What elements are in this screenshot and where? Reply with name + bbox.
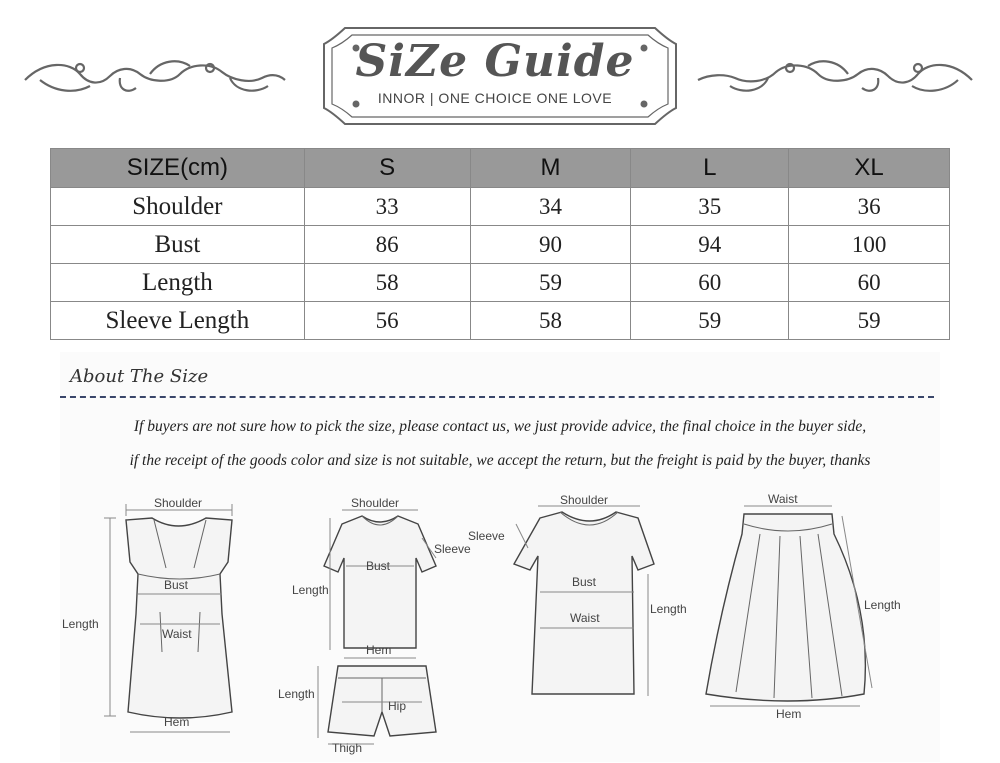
- tee-sleeve-label: Sleeve: [434, 542, 471, 556]
- skirt-diagram: [706, 492, 901, 721]
- top-shoulder-label: Shoulder: [560, 493, 609, 507]
- table-cell: 56: [304, 302, 470, 340]
- column-header-xl: XL: [789, 149, 950, 188]
- shorts-length-label: Length: [278, 687, 315, 701]
- left-flourish-ornament: [25, 61, 285, 90]
- dress-hem-label: Hem: [164, 715, 190, 729]
- table-cell: 60: [789, 264, 950, 302]
- table-cell: 33: [304, 188, 470, 226]
- table-row-bust: [51, 226, 950, 264]
- row-label: Shoulder: [51, 188, 305, 226]
- table-cell: 60: [631, 264, 789, 302]
- top-waist-label: Waist: [570, 611, 600, 625]
- advice-text-line-1: If buyers are not sure how to pick the size, please contact us, we just provide advice, the final choice in the buyer side,: [133, 418, 867, 435]
- size-chart-table: [50, 148, 950, 340]
- shorts-thigh-label: Thigh: [332, 741, 363, 755]
- row-label: Bust: [51, 226, 305, 264]
- size-guide-header: [0, 0, 1000, 140]
- skirt-illustration: [706, 514, 865, 701]
- dress-waist-label: Waist: [162, 627, 192, 641]
- top-illustration: [514, 512, 654, 694]
- tee-illustration: [324, 516, 436, 648]
- table-row-shoulder: [51, 188, 950, 226]
- tee-shorts-diagram: [278, 496, 471, 755]
- skirt-length-label: Length: [864, 598, 901, 612]
- table-cell: 58: [470, 302, 631, 340]
- table-cell: 34: [470, 188, 631, 226]
- dress-illustration: [126, 518, 232, 718]
- column-header-size-unit: SIZE(cm): [51, 149, 305, 188]
- table-row-sleeve-length: [51, 302, 950, 340]
- dress-diagram: [62, 496, 232, 732]
- top-length-label: Length: [650, 602, 687, 616]
- table-header-row: [51, 149, 950, 188]
- right-flourish-ornament: [698, 61, 972, 90]
- tee-shoulder-label: Shoulder: [351, 496, 400, 510]
- table-cell: 58: [304, 264, 470, 302]
- tee-bust-label: Bust: [366, 559, 391, 573]
- about-the-size-panel: [60, 352, 940, 762]
- tee-hem-label: Hem: [366, 643, 392, 657]
- row-label: Length: [51, 264, 305, 302]
- shorts-hip-label: Hip: [388, 699, 407, 713]
- top-diagram: [468, 493, 687, 696]
- skirt-hem-label: Hem: [776, 707, 802, 721]
- column-header-m: M: [470, 149, 631, 188]
- table-cell: 59: [789, 302, 950, 340]
- column-header-s: S: [304, 149, 470, 188]
- size-guide-title: SiZe Guide: [355, 36, 635, 87]
- table-cell: 90: [470, 226, 631, 264]
- table-cell: 86: [304, 226, 470, 264]
- table-cell: 94: [631, 226, 789, 264]
- about-title: About The Size: [70, 366, 209, 387]
- dress-bust-label: Bust: [164, 578, 189, 592]
- dress-length-label: Length: [62, 617, 99, 631]
- table-cell: 100: [789, 226, 950, 264]
- row-label: Sleeve Length: [51, 302, 305, 340]
- table-cell: 59: [631, 302, 789, 340]
- table-row-length: [51, 264, 950, 302]
- dress-shoulder-label: Shoulder: [154, 496, 203, 510]
- top-bust-label: Bust: [572, 575, 597, 589]
- column-header-l: L: [631, 149, 789, 188]
- tee-length-label: Length: [292, 583, 329, 597]
- skirt-waist-label: Waist: [768, 492, 798, 506]
- table-cell: 35: [631, 188, 789, 226]
- table-cell: 36: [789, 188, 950, 226]
- table-cell: 59: [470, 264, 631, 302]
- measurement-diagrams: [60, 352, 940, 762]
- brand-tagline: INNOR | ONE CHOICE ONE LOVE: [377, 90, 613, 106]
- top-sleeve-label: Sleeve: [468, 529, 505, 543]
- advice-text-line-2: if the receipt of the goods color and size is not suitable, we accept the return, but the freight is paid by the buyer, thanks: [129, 452, 871, 469]
